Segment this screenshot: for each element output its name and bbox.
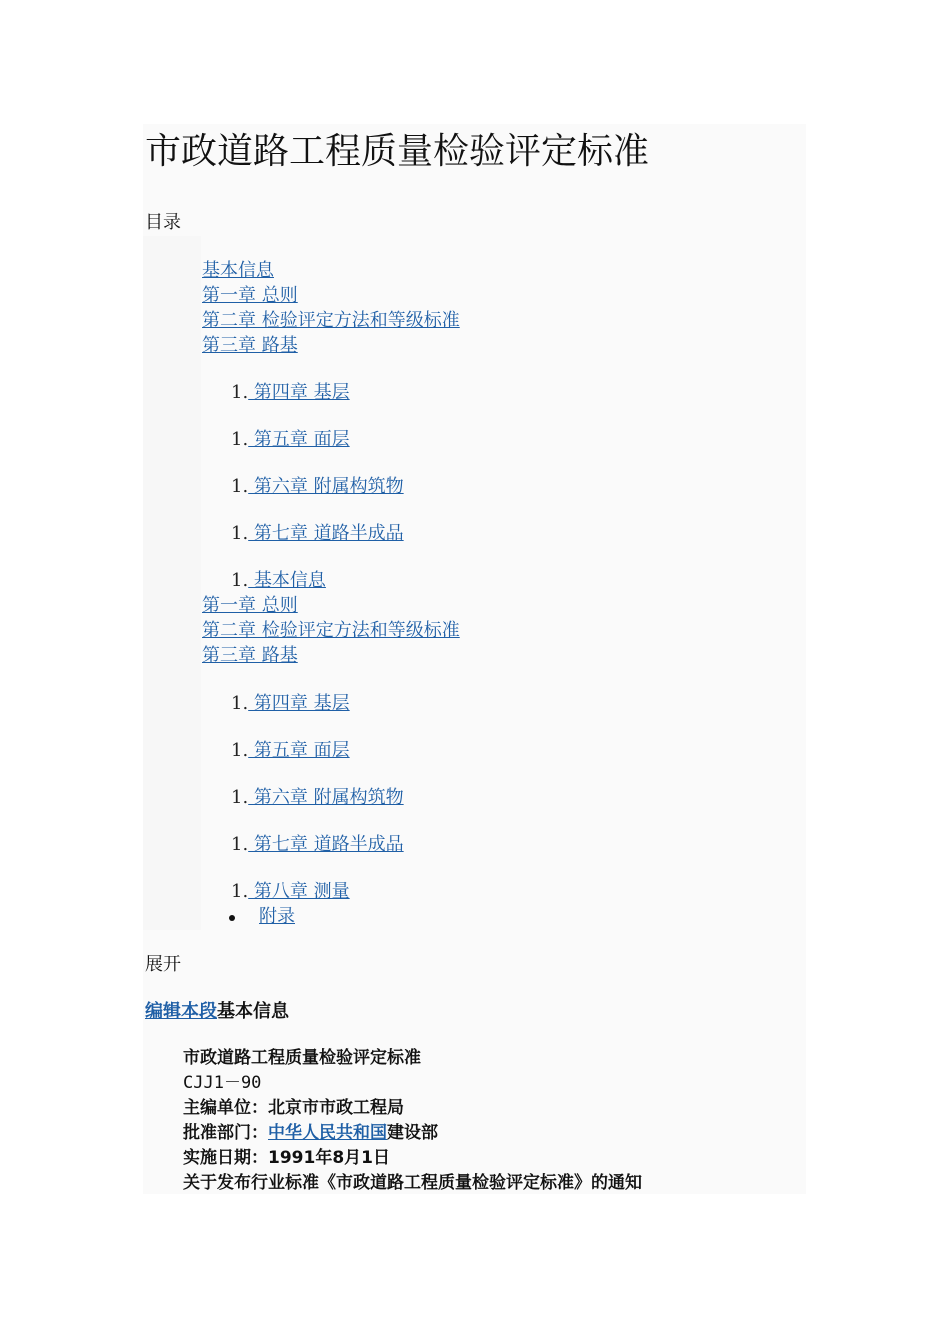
approver-link[interactable]: 中华人民共和国 [268, 1123, 387, 1143]
toc-indent-box [143, 236, 201, 930]
toc-link-appendix[interactable]: 附录 [259, 906, 295, 927]
toc-number: 1. [231, 382, 249, 403]
toc-number: 1. [231, 834, 249, 855]
toc-item [231, 474, 404, 499]
section-heading [145, 999, 289, 1024]
date-value: 1991年8月1日 [268, 1148, 390, 1168]
toc-item [202, 258, 274, 283]
toc-link-chapter-1[interactable]: 第一章 总则 [202, 285, 298, 306]
toc-item [259, 904, 295, 929]
toc-number: 1. [231, 523, 249, 544]
toc-item [202, 593, 298, 618]
editor-value: 北京市市政工程局 [268, 1098, 404, 1118]
bullet-icon [229, 915, 235, 921]
toc-link-chapter-5[interactable]: 第五章 面层 [248, 429, 350, 450]
toc-item [202, 283, 298, 308]
toc-link-chapter-3[interactable]: 第三章 路基 [202, 335, 298, 356]
toc-number: 1. [231, 476, 249, 497]
toc-item [231, 521, 404, 546]
toc-link-basic-info-2[interactable]: 基本信息 [248, 570, 326, 591]
toc-link-chapter-7-2[interactable]: 第七章 道路半成品 [248, 834, 404, 855]
approver-suffix: 建设部 [387, 1123, 438, 1143]
toc-link-basic-info[interactable]: 基本信息 [202, 260, 274, 281]
toc-link-chapter-2[interactable]: 第二章 检验评定方法和等级标准 [202, 310, 460, 331]
toc-number: 1. [231, 429, 249, 450]
toc-link-chapter-8[interactable]: 第八章 测量 [248, 881, 350, 902]
approver-label: 批准部门： [183, 1123, 268, 1143]
toc-link-chapter-4-2[interactable]: 第四章 基层 [248, 693, 350, 714]
toc-item [231, 691, 350, 716]
toc-link-chapter-3-2[interactable]: 第三章 路基 [202, 645, 298, 666]
editor-label: 主编单位： [183, 1098, 268, 1118]
toc-number: 1. [231, 693, 249, 714]
toc-item [231, 380, 350, 405]
page-title: 市政道路工程质量检验评定标准 [145, 131, 650, 172]
notice-title: 关于发布行业标准《市政道路工程质量检验评定标准》的通知 [183, 1173, 642, 1193]
toc-item [202, 308, 460, 333]
toc-link-chapter-5-2[interactable]: 第五章 面层 [248, 740, 350, 761]
standard-code: CJJ1－90 [183, 1073, 262, 1093]
toc-link-chapter-7[interactable]: 第七章 道路半成品 [248, 523, 404, 544]
toc-link-chapter-2-2[interactable]: 第二章 检验评定方法和等级标准 [202, 620, 460, 641]
toc-item [231, 785, 404, 810]
date-label: 实施日期： [183, 1148, 268, 1168]
toc-link-chapter-1-2[interactable]: 第一章 总则 [202, 595, 298, 616]
expand-toggle[interactable]: 展开 [145, 954, 181, 975]
edit-section-link[interactable]: 编辑本段 [145, 1001, 217, 1022]
section-title: 基本信息 [217, 1001, 289, 1022]
toc-link-chapter-6[interactable]: 第六章 附属构筑物 [248, 476, 404, 497]
toc-label: 目录 [145, 212, 181, 233]
editor-line [183, 1096, 404, 1121]
toc-item [231, 568, 326, 593]
toc-link-chapter-6-2[interactable]: 第六章 附属构筑物 [248, 787, 404, 808]
toc-item [231, 738, 350, 763]
standard-name: 市政道路工程质量检验评定标准 [183, 1048, 421, 1068]
toc-number: 1. [231, 740, 249, 761]
toc-item [231, 832, 404, 857]
toc-item [202, 643, 298, 668]
toc-number: 1. [231, 881, 249, 902]
toc-number: 1. [231, 570, 249, 591]
toc-item [231, 879, 350, 904]
toc-item [202, 618, 460, 643]
toc-number: 1. [231, 787, 249, 808]
toc-item [231, 427, 350, 452]
toc-item [202, 333, 298, 358]
date-line [183, 1146, 390, 1171]
toc-link-chapter-4[interactable]: 第四章 基层 [248, 382, 350, 403]
approver-line [183, 1121, 438, 1146]
